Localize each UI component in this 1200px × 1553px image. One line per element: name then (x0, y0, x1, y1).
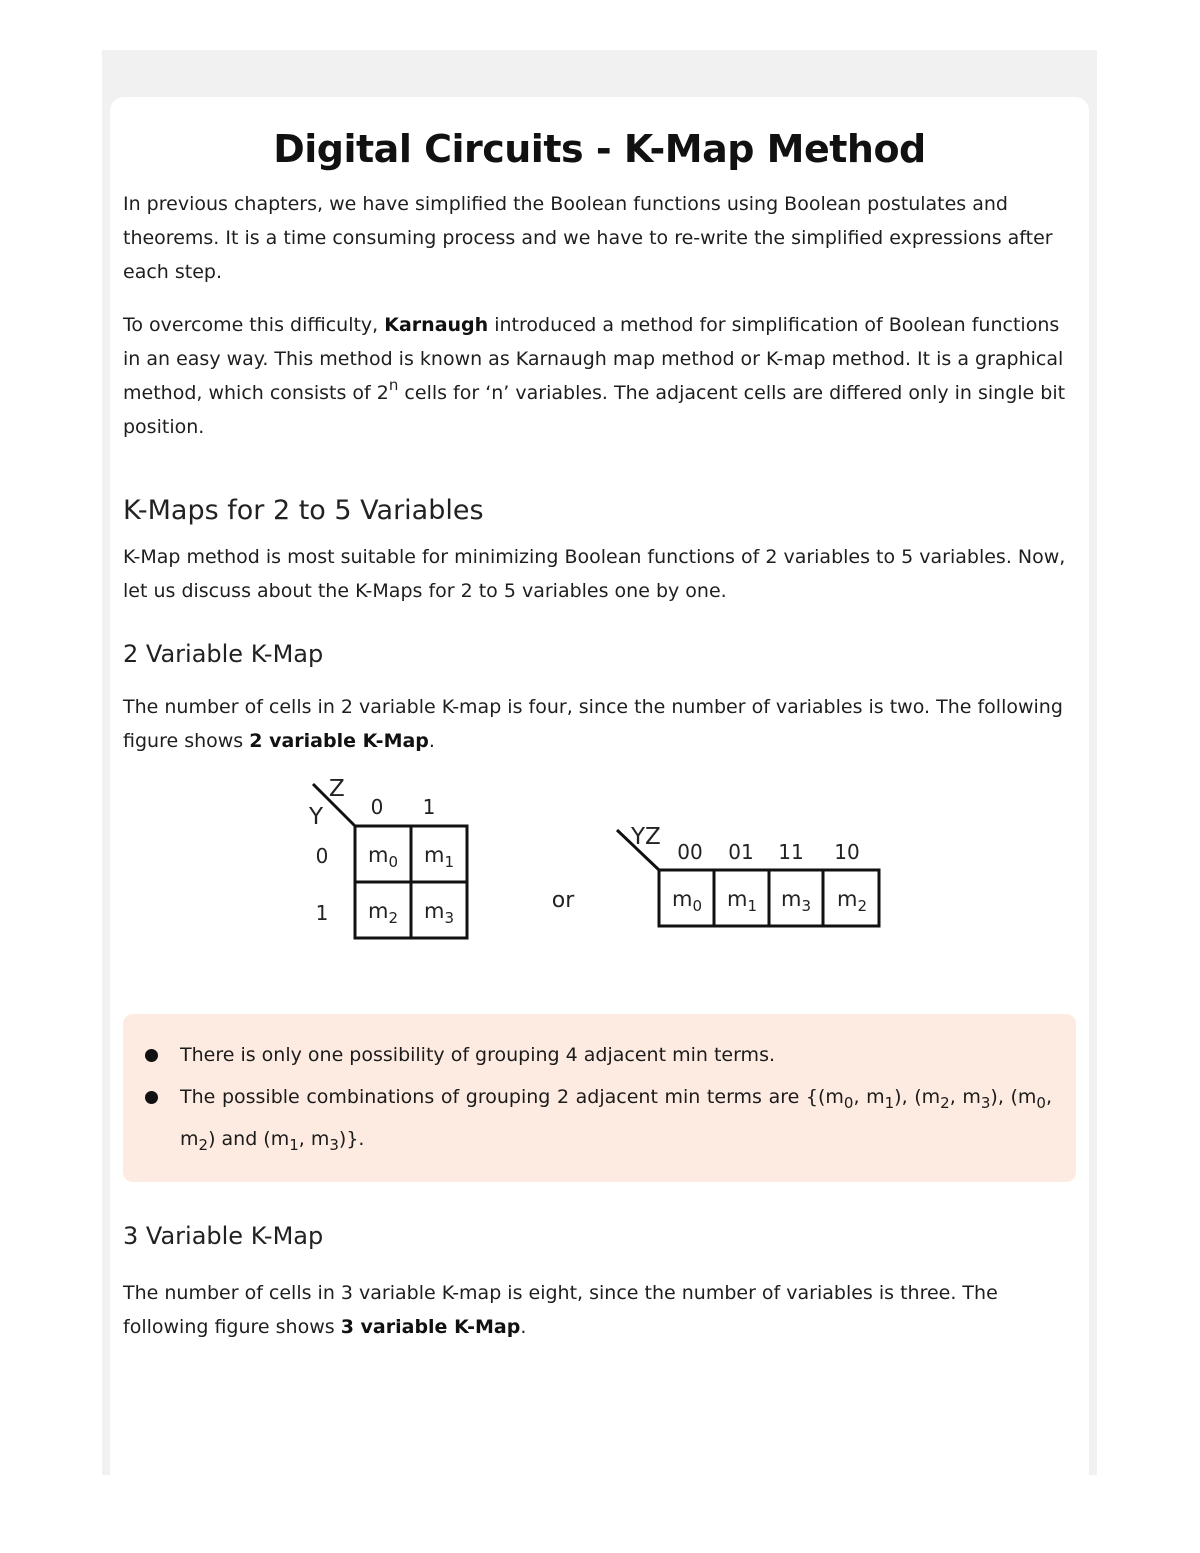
kmap2-col-var: YZ (631, 824, 661, 850)
kmap2-cell-m0: $m_0$ (671, 887, 703, 915)
note-item-1: There is only one possibility of grouping 4 adjacent min terms. (145, 1034, 1052, 1076)
kmap-figure-svg (123, 772, 1076, 980)
kmap1-cell-m3: $m_3$ (423, 899, 455, 927)
kmap2-cell-m3: $m_3$ (780, 887, 812, 915)
bullet-icon (145, 1049, 158, 1062)
kmap1-col-label-1: 1 (422, 795, 436, 819)
kmap-1x4 (617, 824, 879, 926)
section-heading: K-Maps for 2 to 5 Variables (123, 495, 484, 526)
kmap1-row-label-0: 0 (315, 844, 329, 868)
kmap2-cell-m1: $m_1$ (726, 887, 758, 915)
kmap1-row-var: Y (309, 804, 324, 830)
kmap2-col-label-1: 01 (728, 840, 754, 864)
kmap-figure (123, 772, 1076, 980)
kmap1-col-label-0: 0 (370, 795, 384, 819)
intro-paragraph-2: To overcome this difficulty, Karnaugh introduced a method for simplification of Boolean functions in an easy way. This method is known as Karnaugh map method or K-map method. It is a graphical method, which consists of 2$^n$ cells for ‘n’ variables. The adjacent cells are differed only in single bit position. (123, 314, 1066, 438)
note-item-2: The possible combinations of grouping 2 adjacent min terms are {($m_0$, $m_1$), ($m_2$, $m_3$), ($m_0$, $m_2$) and ($m_1$, $m_3$)}. (145, 1076, 1052, 1160)
three-var-heading: 3 Variable K-Map (123, 1222, 324, 1250)
kmap1-col-var: Z (329, 776, 345, 802)
two-var-bold: 2 variable K-Map (249, 730, 429, 752)
page-title: Digital Circuits - K-Map Method (273, 127, 926, 171)
note-list (145, 1034, 1052, 1160)
or-label: or (551, 888, 575, 913)
kmap1-cell-m1: $m_1$ (423, 843, 455, 871)
article-card (110, 97, 1089, 1477)
kmap1-cell-m0: $m_0$ (367, 843, 399, 871)
superscript-n: n (388, 376, 399, 394)
section-paragraph: K-Map method is most suitable for minimizing Boolean functions of 2 variables to 5 variables. Now, let us discuss about the K-Maps for 2 to 5 variables one by one. (123, 546, 1066, 602)
kmap1-cell-m2: $m_2$ (367, 899, 399, 927)
kmap-2x2 (308, 776, 467, 938)
two-var-heading: 2 Variable K-Map (123, 640, 324, 668)
two-var-paragraph: The number of cells in 2 variable K-map is four, since the number of variables is two. The following figure shows 2 variable K-Map. (123, 696, 1063, 752)
three-var-paragraph: The number of cells in 3 variable K-map is eight, since the number of variables is three. The following figure shows 3 variable K-Map. (123, 1282, 998, 1338)
kmap2-col-label-3: 10 (834, 840, 860, 864)
intro-paragraph-1: In previous chapters, we have simplified the Boolean functions using Boolean postulates and theorems. It is a time consuming process and we have to re-write the simplified expressions after each step. (123, 193, 1053, 283)
bullet-icon (145, 1091, 158, 1104)
karnaugh-bold: Karnaugh (384, 314, 489, 336)
note-box (123, 1014, 1076, 1182)
kmap1-row-label-1: 1 (315, 901, 329, 925)
kmap2-col-label-0: 00 (677, 840, 703, 864)
three-var-bold: 3 variable K-Map (340, 1316, 521, 1338)
kmap2-col-label-2: 11 (778, 840, 804, 864)
kmap2-cell-m2: $m_2$ (836, 887, 868, 915)
